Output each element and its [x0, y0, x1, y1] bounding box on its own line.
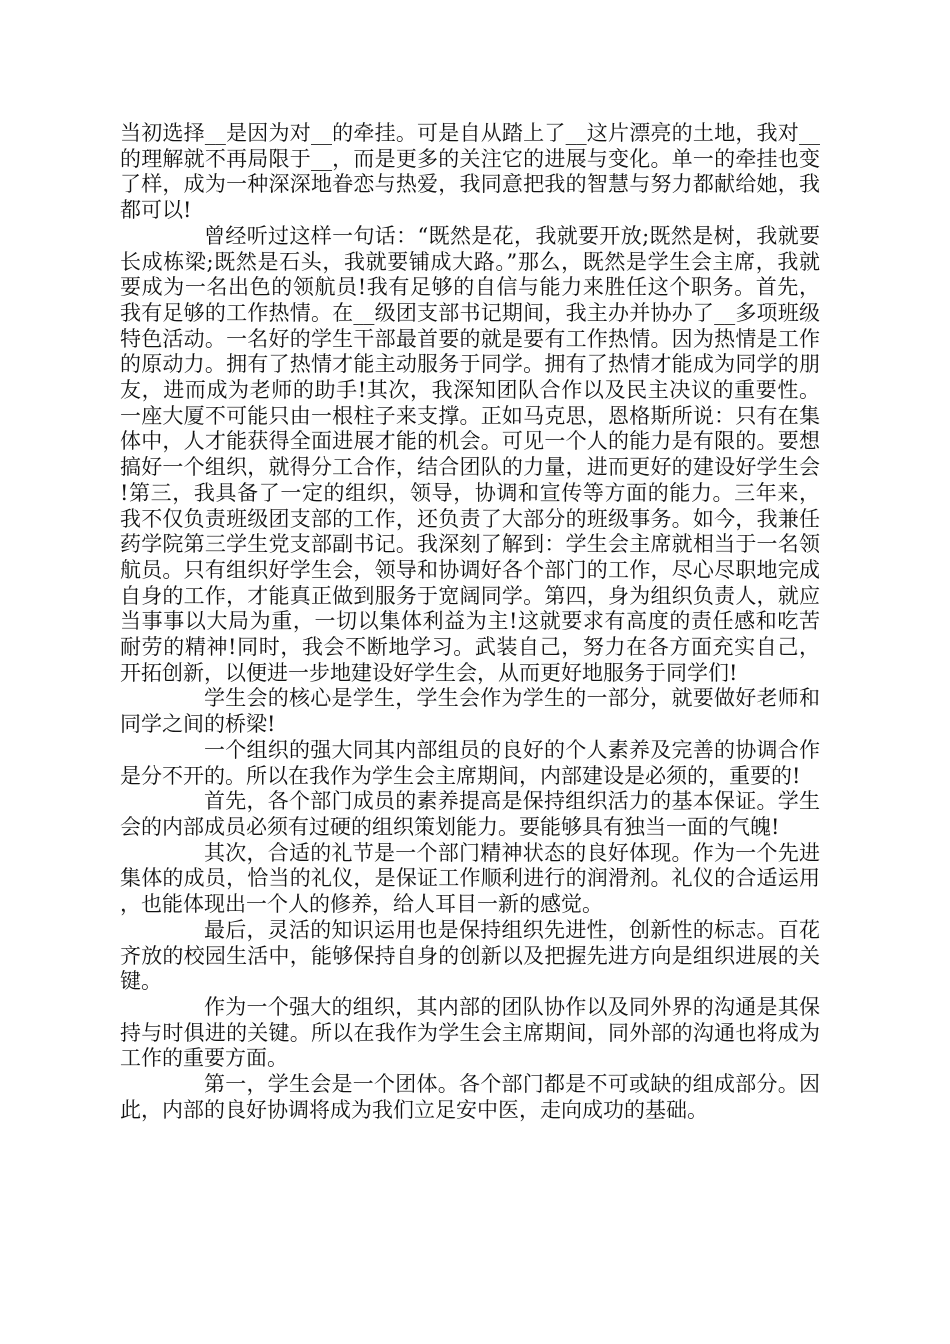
paragraph-6: 其次，合适的礼节是一个部门精神状态的良好体现。作为一个先进集体的成员，恰当的礼仪，是保证工作顺利进行的润滑剂。礼仪的合适运用，也能体现出一个人的修养，给人耳目一新的感觉。: [120, 840, 820, 917]
paragraph-7: 最后，灵活的知识运用也是保持组织先进性，创新性的标志。百花齐放的校园生活中，能够保持自身的创新以及把握先进方向是组织进展的关键。: [120, 917, 820, 994]
paragraph-2: 曾经听过这样一句话：“既然是花，我就要开放;既然是树，我就要长成栋梁;既然是石头，我就要铺成大路。”那么，既然是学生会主席，我就要成为一名出色的领航员!我有足够的自信与能力来胜任这个职务。首先，我有足够的工作热情。在__级团支部书记期间，我主办并协办了__多项班级特色活动。一名好的学生干部最首要的就是要有工作热情。因为热情是工作的原动力。拥有了热情才能主动服务于同学。拥有了热情才能成为同学的朋友，进而成为老师的助手!其次，我深知团队合作以及民主决议的重要性。一座大厦不可能只由一根柱子来支撑。正如马克思，恩格斯所说：只有在集体中，人才能获得全面进展才能的机会。可见一个人的能力是有限的。要想搞好一个组织，就得分工合作，结合团队的力量，进而更好的建设好学生会!第三，我具备了一定的组织，领导，协调和宣传等方面的能力。三年来，我不仅负责班级团支部的工作，还负责了大部分的班级事务。如今，我兼任药学院第三学生党支部副书记。我深刻了解到：学生会主席就相当于一名领航员。只有组织好学生会，领导和协调好各个部门的工作，尽心尽职地完成自身的工作，才能真正做到服务于宽阔同学。第四，身为组织负责人，就应当事事以大局为重，一切以集体利益为主!这就要求有高度的责任感和吃苦耐劳的精神!同时，我会不断地学习。武装自己，努力在各方面充实自己，开拓创新，以便进一步地建设好学生会，从而更好地服务于同学们!: [120, 223, 820, 685]
paragraph-8: 作为一个强大的组织，其内部的团队协作以及同外界的沟通是其保持与时俱进的关键。所以在我作为学生会主席期间，同外部的沟通也将成为工作的重要方面。: [120, 994, 820, 1071]
paragraph-9: 第一，学生会是一个团体。各个部门都是不可或缺的组成部分。因此，内部的良好协调将成为我们立足安中医，走向成功的基础。: [120, 1072, 820, 1122]
paragraph-1: 当初选择__是因为对__的牵挂。可是自从踏上了__这片漂亮的土地，我对__的理解就不再局限于__，而是更多的关注它的进展与变化。单一的牵挂也变了样，成为一种深深地眷恋与热爱，我同意把我的智慧与努力都献给她，我都可以!: [120, 121, 820, 223]
document-page: [120, 121, 820, 1123]
paragraph-3: 学生会的核心是学生，学生会作为学生的一部分，就要做好老师和同学之间的桥梁!: [120, 686, 820, 737]
paragraph-5: 首先，各个部门成员的素养提高是保持组织活力的基本保证。学生会的内部成员必须有过硬的组织策划能力。要能够具有独当一面的气魄!: [120, 789, 820, 839]
paragraph-4: 一个组织的强大同其内部组员的良好的个人素养及完善的协调合作是分不开的。所以在我作为学生会主席期间，内部建设是必须的，重要的!: [120, 737, 820, 788]
